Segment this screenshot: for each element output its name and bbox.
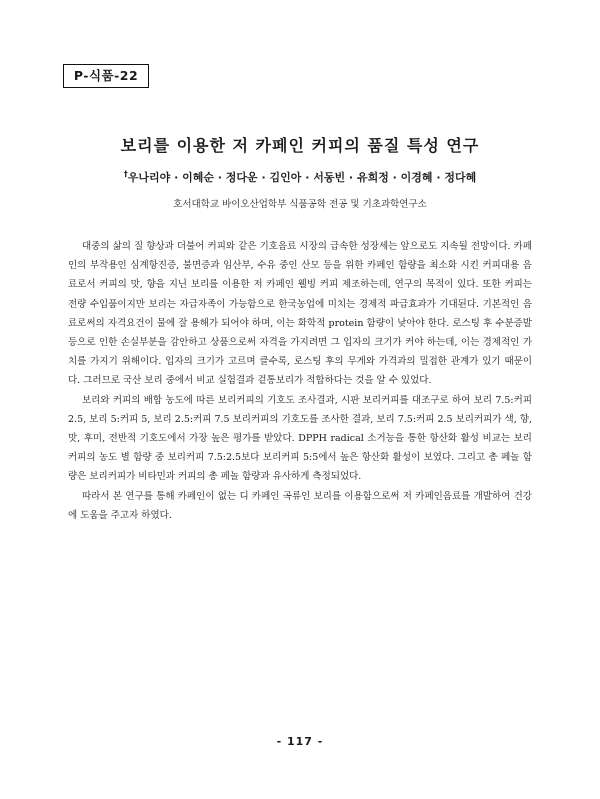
abstract-paragraph-3: 따라서 본 연구를 통해 카페인이 없는 디 카페인 곡류인 보리를 이용함으로써 저 카페인음료를 개발하여 건강에 도움을 주고자 하였다. (68, 490, 532, 521)
paper-title: 보리를 이용한 저 카페인 커피의 품질 특성 연구 (120, 136, 480, 155)
author-list (0, 169, 600, 185)
corresponding-author-mark: † (123, 169, 128, 179)
page-number: - 117 - (276, 735, 324, 748)
abstract-paragraph-1: 대중의 삶의 질 향상과 더불어 커피와 같은 기호음료 시장의 급속한 성장세는 앞으로도 지속될 전망이다. 카페인의 부작용인 심계항진증, 불면증과 임산부, 수유 중인 산모 등을 위한 카페인 함량을 최소화 시킨 커피대용 음료로서 커피의 맛, 향을 지닌 보리를 이용한 저 카페인 웰빙 커피 제조하는데, 연구의 목적이 있다. 또한 커피는 전량 수입품이지만 보리는 자급자족이 가능함으로 한국농업에 미치는 경제적 파급효과가 기대된다. 기본적인 음료로써의 자격요건이 물에 잘 용해가 되어야 하며, 이는 화학적 protein 함량이 낮아야 한다. 로스팅 후 수분증발 등으로 인한 손실부분을 감안하고 상품으로써 자격을 가지려면 그 입자의 크기가 커야 하는데, 이는 경제적인 가치를 가지기 위해이다. 입자의 크기가 고르며 클수록, 로스팅 후의 무게와 가격과의 밀접한 관계가 있기 때문이다. 그러므로 국산 보리 중에서 비교 실험결과 겉통보리가 적합하다는 것을 알 수 있었다. (68, 241, 532, 387)
abstract-paragraph-2: 보리와 커피의 배합 농도에 따른 보리커피의 기호도 조사결과, 시판 보리커피를 대조구로 하여 보리 7.5:커피 2.5, 보리 5:커피 5, 보리 2.5:커피 7.5 보리커피의 기호도를 조사한 결과, 보리 7.5:커피 2.5 보리커피가 색, 향, 맛, 후미, 전반적 기호도에서 가장 높은 평가를 받았다. DPPH radical 소거능을 통한 항산화 활성 비교는 보리커피의 농도 별 함량 중 보리커피 7.5:2.5보다 보리커피 5:5에서 높은 항산화 활성이 보였다. 그리고 총 페놀 함량은 보리커피가 비타민과 커피의 총 페놀 함량과 유사하게 측정되었다. (68, 394, 532, 483)
abstract-body (68, 237, 532, 525)
affiliation: 호서대학교 바이오산업학부 식품공학 전공 및 기초과학연구소 (173, 199, 427, 210)
author-names: 우나리야 · 이혜순 · 정다운 · 김인아 · 서동빈 · 유희정 · 이경혜 · 정다혜 (127, 171, 477, 184)
session-code-label: P-식품-22 (63, 64, 149, 88)
